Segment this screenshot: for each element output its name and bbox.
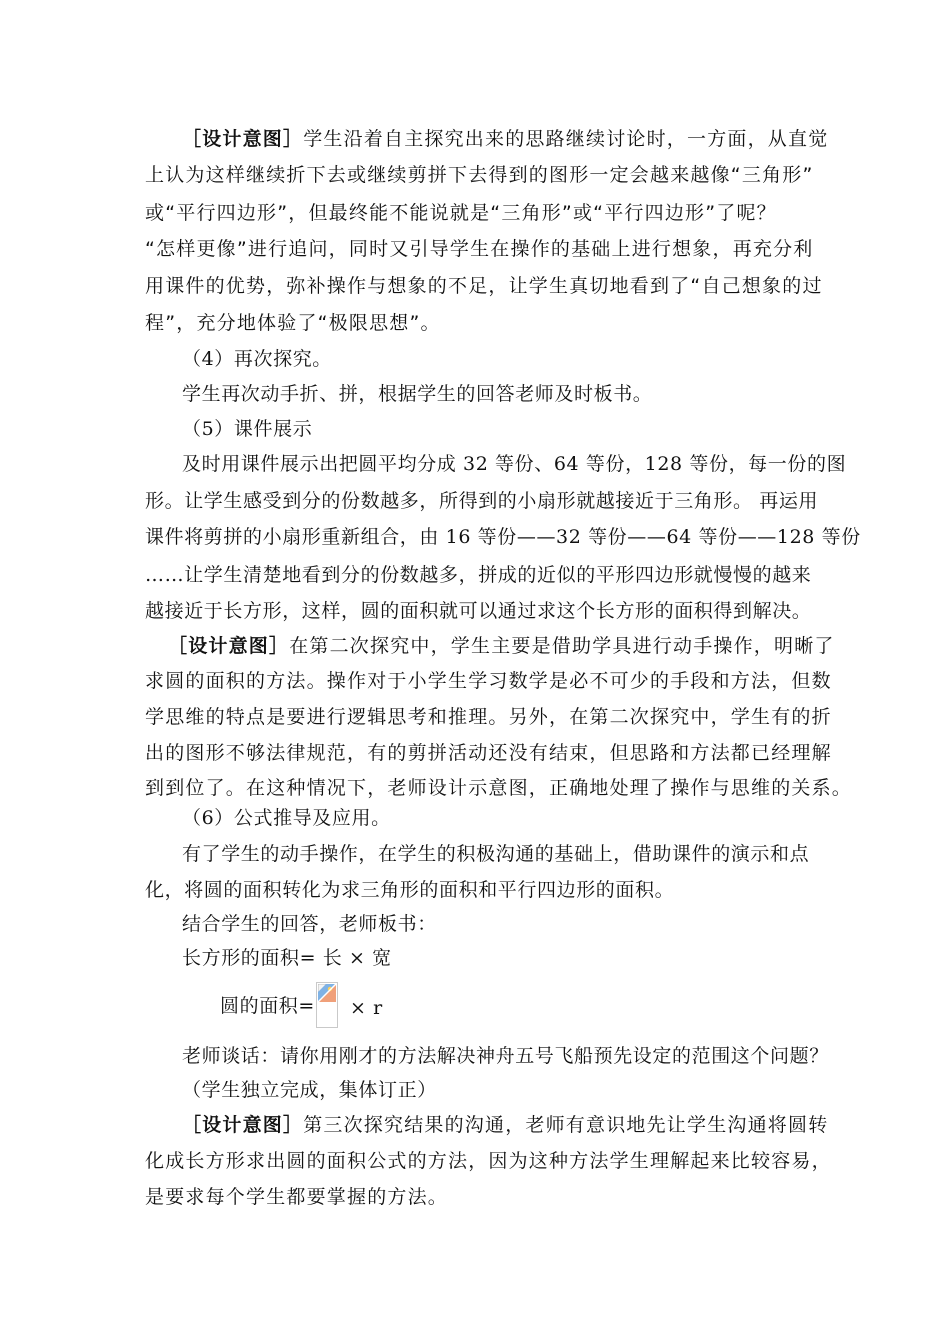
design-intent-label: ［设计意图］ bbox=[182, 128, 304, 150]
section-6-line-2: 化，将圆的面积转化为求三角形的面积和平行四边形的面积。 bbox=[145, 879, 675, 901]
formula-circle-area-right: × r bbox=[350, 997, 383, 1019]
design-intent-1-line-6: 程”，充分地体验了“极限思想”。 bbox=[145, 312, 441, 334]
section-5-title: （5）课件展示 bbox=[182, 418, 313, 440]
section-6-title: （6）公式推导及应用。 bbox=[182, 807, 391, 829]
broken-image-icon bbox=[316, 982, 338, 1028]
formula-circle-area-left: 圆的面积= bbox=[220, 995, 315, 1017]
section-5-line-4: ……让学生清楚地看到分的份数越多，拼成的近似的平形四边形就慢慢的越来 bbox=[145, 564, 812, 586]
design-intent-3-line-1: ［设计意图］第三次探究结果的沟通，老师有意识地先让学生沟通将圆转 bbox=[182, 1114, 829, 1136]
student-note: （学生独立完成，集体订正） bbox=[182, 1079, 437, 1101]
design-intent-1-line-1: ［设计意图］学生沿着自主探究出来的思路继续讨论时，一方面，从直觉 bbox=[182, 128, 829, 150]
section-6-line-3: 结合学生的回答，老师板书： bbox=[182, 913, 437, 935]
design-intent-2-line-2: 求圆的面积的方法。操作对于小学生学习数学是必不可少的手段和方法，但数 bbox=[145, 670, 832, 692]
design-intent-3-line-2: 化成长方形求出圆的面积公式的方法，因为这种方法学生理解起来比较容易， bbox=[145, 1150, 832, 1172]
design-intent-2-line-1: ［设计意图］在第二次探究中，学生主要是借助学具进行动手操作，明晰了 bbox=[168, 635, 835, 657]
design-intent-1-line-3: 或“平行四边形”，但最终能不能说就是“三角形”或“平行四边形”了呢？ bbox=[145, 202, 777, 224]
design-intent-1-line-4: “怎样更像”进行追问，同时又引导学生在操作的基础上进行想象，再充分利 bbox=[145, 238, 814, 260]
teacher-question: 老师谈话：请你用刚才的方法解决神舟五号飞船预先设定的范围这个问题？ bbox=[182, 1045, 829, 1067]
design-intent-1-line-2: 上认为这样继续折下去或继续剪拼下去得到的图形一定会越来越像“三角形” bbox=[145, 164, 814, 186]
section-5-line-2: 形。让学生感受到分的份数越多，所得到的小扇形就越接近于三角形。 再运用 bbox=[145, 490, 819, 512]
section-6-line-1: 有了学生的动手操作，在学生的积极沟通的基础上，借助课件的演示和点 bbox=[182, 843, 810, 865]
section-5-line-5: 越接近于长方形，这样，圆的面积就可以通过求这个长方形的面积得到解决。 bbox=[145, 600, 812, 622]
section-4-title: （4）再次探究。 bbox=[182, 348, 332, 370]
section-5-line-3: 课件将剪拼的小扇形重新组合，由 16 等份——32 等份——64 等份——128 等份 bbox=[145, 526, 861, 548]
design-intent-2-line-4: 出的图形不够法律规范，有的剪拼活动还没有结束，但思路和方法都已经理解 bbox=[145, 742, 832, 764]
design-intent-2-line-5: 到到位了。在这种情况下，老师设计示意图，正确地处理了操作与思维的关系。 bbox=[145, 777, 853, 799]
design-intent-3-line-3: 是要求每个学生都要掌握的方法。 bbox=[145, 1186, 449, 1208]
design-intent-1-line-5: 用课件的优势，弥补操作与想象的不足，让学生真切地看到了“自己想象的过 bbox=[145, 275, 823, 297]
design-intent-label: ［设计意图］ bbox=[168, 635, 290, 657]
design-intent-2-line-3: 学思维的特点是要进行逻辑思考和推理。另外，在第二次探究中，学生有的折 bbox=[145, 706, 832, 728]
section-4-body: 学生再次动手折、拼，根据学生的回答老师及时板书。 bbox=[182, 383, 653, 405]
formula-rectangle-area: 长方形的面积= 长 × 宽 bbox=[182, 947, 392, 969]
section-5-line-1: 及时用课件展示出把圆平均分成 32 等份、64 等份，128 等份，每一份的图 bbox=[182, 453, 847, 475]
design-intent-label: ［设计意图］ bbox=[182, 1114, 304, 1136]
